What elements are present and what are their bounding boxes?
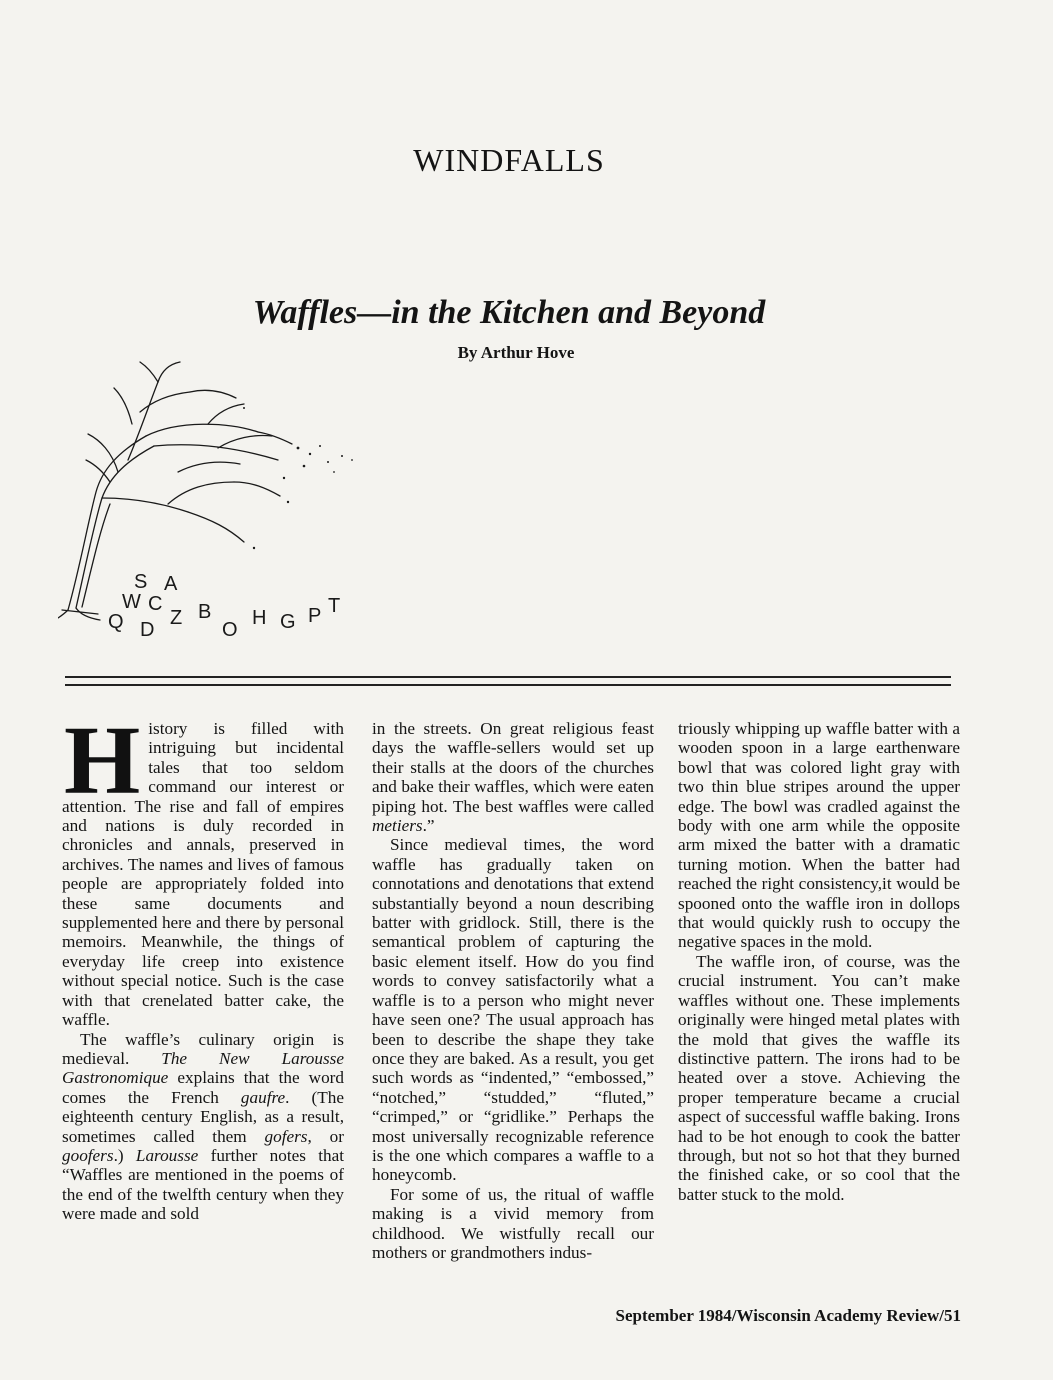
illustration-letter: S: [134, 571, 148, 593]
illustration-letter: D: [140, 619, 155, 641]
illustration-letter: Z: [170, 607, 183, 629]
section-rule: [65, 684, 951, 686]
page-footer: September 1984/Wisconsin Academy Review/51: [615, 1306, 961, 1325]
paragraph: History is filled with intriguing but incidental tales that too seldom command our interest or attention. The rise and fall of empires and nations is duly recorded in chronicles and annals, preserved in archives. The names and lives of famous people are appropriately folded into these same documents and supplemented here and there by personal memoirs. Meanwhile, the things of everyday life creep into existence without special notice. Such is the case with that crenelated batter cake, the waffle.: [62, 707, 344, 1030]
illustration-letter: C: [148, 593, 163, 615]
article-column-3: [678, 719, 960, 1204]
illustration-letter: B: [198, 601, 212, 623]
illustration-letter: P: [308, 605, 322, 627]
paragraph: For some of us, the ritual of waffle making is a vivid memory from childhood. We wistfully recall our mothers or grandmothers indus-: [372, 1184, 654, 1262]
paragraph: triously whipping up waffle batter with a wooden spoon in a large earthenware bowl that was colored light gray with two thin blue stripes around the upper edge. The bowl was cradled against the body with one arm while the opposite arm mixed the batter with a dramatic turning motion. When the batter had reached the right consistency,it would be spooned onto the waffle iron in dollops that would quickly rush to occupy the negative spaces in the mold.: [678, 719, 960, 952]
illustration-letter: T: [328, 595, 341, 617]
article-title: Waffles—in the Kitchen and Beyond: [252, 294, 766, 331]
windblown-tree-illustration: [58, 352, 358, 648]
paragraph: in the streets. On great religious feast days the waffle-sellers would set up their stalls at the doors of the churches and bake their waffles, which were eaten piping hot. The best waffles were called metiers.”: [372, 719, 654, 836]
paragraph: The waffle’s culinary origin is medieval. The New Larousse Gastronomique explains that the word comes the French gaufre. (The eighteenth century English, as a result, sometimes called them gofers, or goofers.) Larousse further notes that “Waffles are mentioned in the poems of the end of the twelfth century when they were made and sold: [62, 1029, 344, 1224]
article-column-1: [62, 707, 344, 1224]
illustration-letter: A: [164, 573, 178, 595]
paragraph: The waffle iron, of course, was the crucial instrument. You can’t make waffles without one. These implements originally were hinged metal plates with the mold that gives the waffle its distinctive pattern. The irons had to be heated over a stove. Achieving the proper temperature became a crucial aspect of successful waffle baking. Irons had to be hot enough to cook the batter through, but not so hot that they burned the finished cake, or so cool that the batter stuck to the mold.: [678, 951, 960, 1204]
byline: By Arthur Hove: [457, 343, 575, 362]
paragraph: Since medieval times, the word waffle has gradually taken on connotations and denotations that extend substantially beyond a noun describing batter with gridlock. Still, there is the semantical problem of capturing the basic element itself. How do you find words to convey satisfactorily what a waffle is to a person who might never have seen one? The usual approach has been to describe the shape they take once they are baked. As a result, you get such words as “indented,” “embossed,” “notched,” “studded,” “fluted,” “crimped,” or “gridlike.” Perhaps the most universally recognizable reference is the one which compares a waffle to a honeycomb.: [372, 835, 654, 1185]
section-title: WINDFALLS: [413, 142, 605, 178]
illustration-letter: W: [122, 591, 141, 613]
illustration-letter: H: [252, 607, 267, 629]
article-column-2: [372, 719, 654, 1262]
section-rule: [65, 676, 951, 678]
illustration-letter: G: [280, 611, 296, 633]
drop-cap: H: [64, 707, 141, 815]
illustration-letter: Q: [108, 611, 124, 633]
illustration-letter: O: [222, 619, 238, 641]
